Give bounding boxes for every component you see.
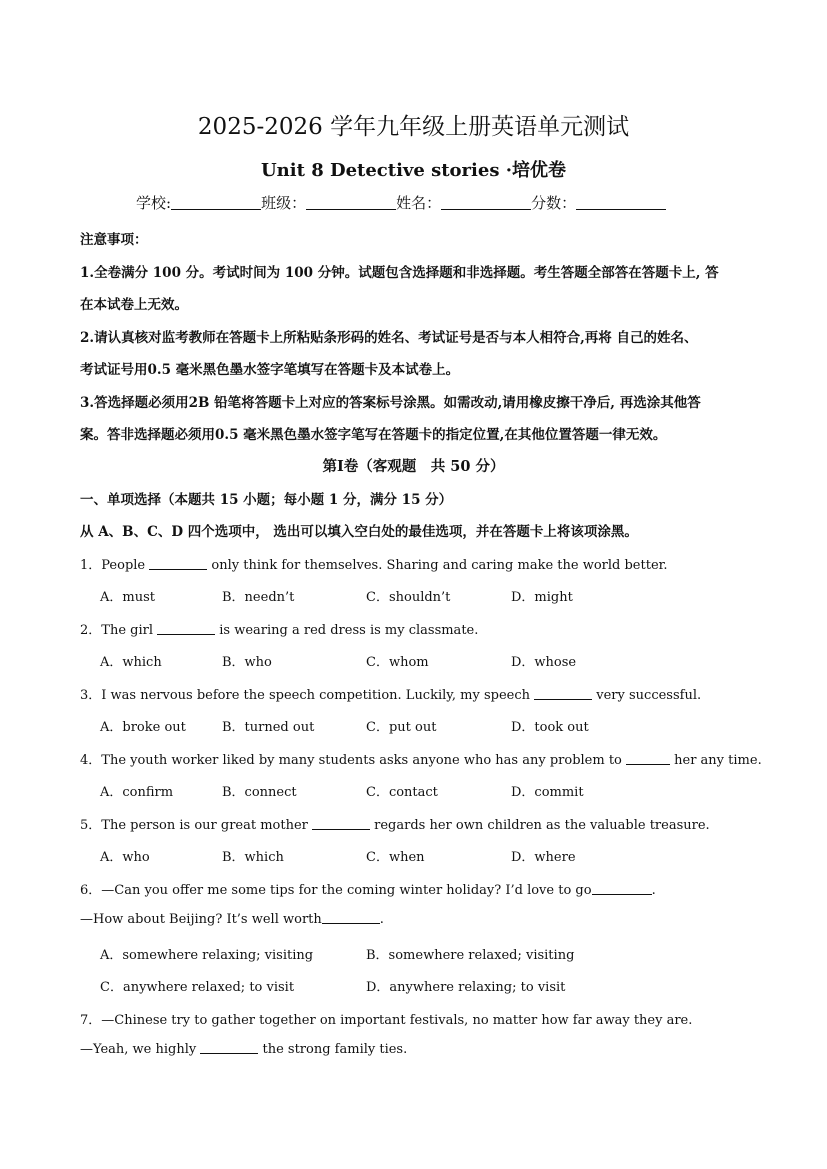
question-6-reply-text-a: —How about Beijing? It’s well worth: [80, 912, 322, 927]
q3-option-d: D．took out: [511, 720, 589, 735]
question-2-text-b: is wearing a red dress is my classmate.: [215, 623, 479, 638]
question-1: [80, 554, 668, 573]
question-7-reply-text-b: the strong family ties.: [258, 1042, 408, 1057]
student-info-line: [136, 192, 666, 213]
school-label: 学校:: [136, 194, 172, 212]
q2-option-c: C．whom: [366, 655, 429, 670]
question-7-reply-text-a: —Yeah, we highly: [80, 1042, 201, 1057]
q1-option-a: A．must: [100, 590, 155, 605]
q4-option-c: C．contact: [366, 785, 438, 800]
volume-title: 第Ⅰ卷（客观题 共 50 分）: [322, 458, 505, 475]
exam-title: 2025-2026 学年九年级上册英语单元测试: [197, 114, 630, 140]
name-blank: [441, 195, 531, 210]
q2-option-d: D．whose: [511, 655, 577, 670]
question-4-text-a: 4．The youth worker liked by many students asks anyone who has any problem to: [80, 753, 627, 768]
notice-item-2-line2: 考试证号用0.5 毫米黑色墨水签字笔填写在答题卡及本试卷上。: [80, 362, 460, 378]
answer-blank: [534, 687, 592, 700]
q6-option-b: B．somewhere relaxed; visiting: [366, 948, 575, 963]
q6-option-d: D．anywhere relaxing; to visit: [366, 980, 566, 995]
q3-option-b: B．turned out: [222, 720, 315, 735]
question-2-text-a: 2．The girl: [80, 623, 158, 638]
q3-option-c: C．put out: [366, 720, 437, 735]
question-3: [80, 684, 701, 703]
question-4-text-b: her any time.: [670, 753, 762, 768]
answer-blank: [149, 557, 207, 570]
answer-blank: [322, 911, 380, 924]
q4-option-a: A．confirm: [100, 785, 174, 800]
q1-option-d: D．might: [511, 590, 573, 605]
question-3-text-a: 3．I was nervous before the speech competition. Luckily, my speech: [80, 688, 535, 703]
q4-option-d: D．commit: [511, 785, 584, 800]
question-6: [80, 879, 656, 898]
notice-heading: 注意事项：: [80, 232, 148, 248]
exam-subtitle: Unit 8 Detective stories ·培优卷: [260, 160, 566, 181]
q3-option-a: A．broke out: [100, 720, 186, 735]
question-2: [80, 619, 478, 638]
q2-option-b: B．who: [222, 655, 272, 670]
class-blank: [306, 195, 396, 210]
q5-option-b: B．which: [222, 850, 284, 865]
q5-option-c: C．when: [366, 850, 425, 865]
notice-item-3-line1: 3.答选择题必须用2B 铅笔将答题卡上对应的答案标号涂黑。如需改动,请用橡皮擦干净后, 再选涂其他答: [80, 395, 701, 411]
part-title: 一、单项选择（本题共 15 小题；每小题 1 分，满分 15 分）: [80, 492, 453, 508]
class-label: 班级：: [261, 194, 307, 212]
question-6-reply: [80, 911, 384, 927]
question-3-text-b: very successful.: [592, 688, 702, 703]
score-label: 分数：: [531, 194, 577, 212]
q5-option-a: A．who: [100, 850, 150, 865]
question-4: [80, 749, 762, 768]
notice-item-3-line2: 案。答非选择题必须用0.5 毫米黑色墨水签字笔写在答题卡的指定位置,在其他位置答题一律无效。: [80, 427, 667, 443]
question-6-text-a: 6．—Can you offer me some tips for the coming winter holiday? I’d love to go: [80, 883, 592, 898]
q6-option-c: C．anywhere relaxed; to visit: [100, 980, 295, 995]
q4-option-b: B．connect: [222, 785, 297, 800]
notice-item-2-line1: 2.请认真核对监考教师在答题卡上所粘贴条形码的姓名、考试证号是否与本人相符合,再将 自己的姓名、: [80, 330, 698, 346]
score-blank: [576, 195, 666, 210]
question-1-text-b: only think for themselves. Sharing and caring make the world better.: [207, 558, 668, 573]
question-7-reply: [80, 1041, 407, 1057]
answer-blank: [157, 622, 215, 635]
notice-item-1-line1: 1.全卷满分 100 分。考试时间为 100 分钟。试题包含选择题和非选择题。考生答题全部答在答题卡上, 答: [80, 265, 719, 281]
q5-option-d: D．where: [511, 850, 576, 865]
school-blank: [171, 195, 261, 210]
question-6-text-b: .: [651, 883, 656, 898]
answer-blank: [626, 752, 670, 765]
question-5-text-b: regards her own children as the valuable treasure.: [370, 818, 710, 833]
question-5: [80, 814, 710, 833]
answer-blank: [312, 817, 370, 830]
question-1-text-a: 1．People: [80, 558, 150, 573]
q6-option-a: A．somewhere relaxing; visiting: [100, 948, 314, 963]
question-5-text-a: 5．The person is our great mother: [80, 818, 313, 833]
answer-blank: [592, 882, 652, 895]
question-7: 7．—Chinese try to gather together on important festivals, no matter how far away they are.: [80, 1013, 693, 1028]
part-instruction: 从 A、B、C、D 四个选项中， 选出可以填入空白处的最佳选项，并在答题卡上将该项涂黑。: [80, 524, 638, 540]
q1-option-b: B．needn’t: [222, 590, 295, 605]
q1-option-c: C．shouldn’t: [366, 590, 451, 605]
name-label: 姓名：: [396, 194, 442, 212]
q2-option-a: A．which: [100, 655, 162, 670]
question-6-reply-text-b: .: [379, 912, 384, 927]
notice-item-1-line2: 在本试卷上无效。: [80, 297, 188, 313]
answer-blank: [200, 1041, 258, 1054]
